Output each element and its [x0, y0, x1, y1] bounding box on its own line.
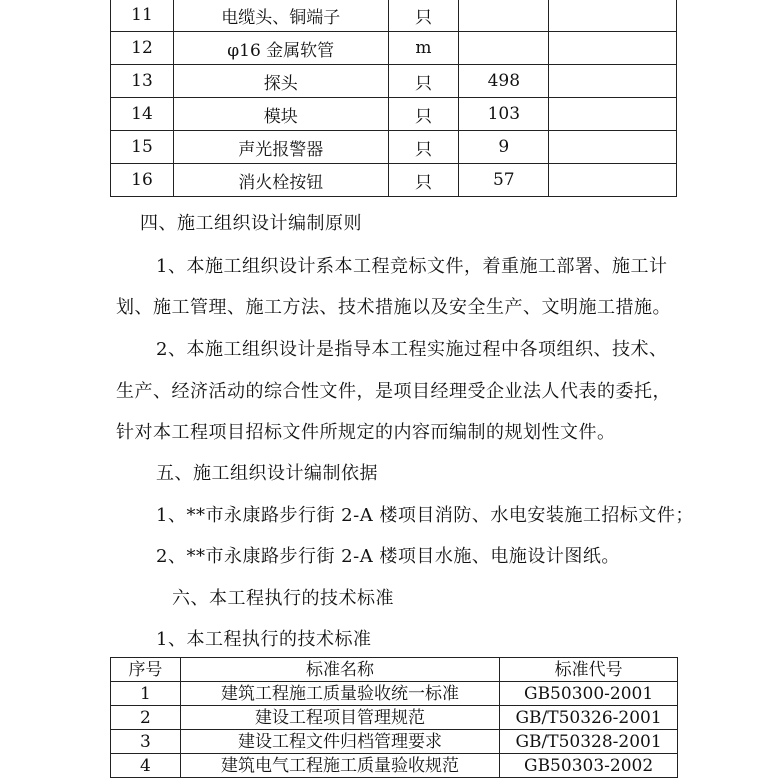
table-row — [111, 754, 678, 778]
table-row — [111, 131, 677, 164]
row-number: 2 — [111, 706, 181, 730]
material-note — [549, 65, 677, 98]
table-row — [111, 706, 678, 730]
paragraph-line: 针对本工程项目招标文件所规定的内容而编制的规划性文件。 — [116, 422, 616, 443]
material-note — [549, 98, 677, 131]
material-name: 声光报警器 — [173, 131, 388, 164]
subheading: 1、本工程执行的技术标准 — [156, 629, 372, 650]
row-number: 11 — [111, 0, 174, 32]
section-heading-5: 五、施工组织设计编制依据 — [156, 463, 378, 484]
material-note — [549, 131, 677, 164]
list-item: 1、**市永康路步行街 2-A 楼项目消防、水电安装施工招标文件； — [156, 505, 694, 526]
column-header-code: 标准代号 — [500, 658, 678, 682]
standard-name: 建设工程项目管理规范 — [180, 706, 499, 730]
column-header-name: 标准名称 — [180, 658, 499, 682]
list-item: 2、**市永康路步行街 2-A 楼项目水施、电施设计图纸。 — [156, 546, 620, 567]
material-name: 探头 — [173, 65, 388, 98]
standard-code: GB/T50328-2001 — [500, 730, 678, 754]
paragraph-line: 划、施工管理、施工方法、技术措施以及安全生产、文明施工措施。 — [116, 297, 671, 318]
table-row — [111, 164, 677, 197]
row-number: 14 — [111, 98, 174, 131]
table-row — [111, 0, 677, 32]
row-number: 15 — [111, 131, 174, 164]
standard-code: GB50303-2002 — [500, 754, 678, 778]
material-unit: 只 — [388, 164, 459, 197]
material-name: 电缆头、铜端子 — [173, 0, 388, 32]
row-number: 13 — [111, 65, 174, 98]
table-row — [111, 730, 678, 754]
standard-name: 建筑电气工程施工质量验收规范 — [180, 754, 499, 778]
paragraph-line: 2、本施工组织设计是指导本工程实施过程中各项组织、技术、 — [156, 339, 668, 360]
table-row — [111, 65, 677, 98]
table-row — [111, 98, 677, 131]
standard-name: 建设工程文件归档管理要求 — [180, 730, 499, 754]
table-row — [111, 32, 677, 65]
column-header-number: 序号 — [111, 658, 181, 682]
paragraph-line: 1、本施工组织设计系本工程竞标文件，着重施工部署、施工计 — [156, 256, 668, 277]
standards-table — [110, 657, 678, 778]
material-unit: 只 — [388, 98, 459, 131]
row-number: 4 — [111, 754, 181, 778]
material-note — [549, 164, 677, 197]
row-number: 1 — [111, 682, 181, 706]
section-heading-6: 六、本工程执行的技术标准 — [172, 588, 394, 609]
material-unit: 只 — [388, 65, 459, 98]
standard-code: GB/T50326-2001 — [500, 706, 678, 730]
paragraph-line: 生产、经济活动的综合性文件，是项目经理受企业法人代表的委托， — [116, 381, 671, 402]
material-unit: 只 — [388, 0, 459, 32]
material-table — [110, 0, 677, 197]
material-qty: 9 — [459, 131, 549, 164]
material-name: 模块 — [173, 98, 388, 131]
material-qty — [459, 32, 549, 65]
row-number: 3 — [111, 730, 181, 754]
standard-code: GB50300-2001 — [500, 682, 678, 706]
standard-name: 建筑工程施工质量验收统一标准 — [180, 682, 499, 706]
material-name: φ16 金属软管 — [173, 32, 388, 65]
material-note — [549, 32, 677, 65]
material-unit: m — [388, 32, 459, 65]
material-qty — [459, 0, 549, 32]
material-qty: 103 — [459, 98, 549, 131]
row-number: 12 — [111, 32, 174, 65]
material-note — [549, 0, 677, 32]
table-row — [111, 682, 678, 706]
material-name: 消火栓按钮 — [173, 164, 388, 197]
material-qty: 57 — [459, 164, 549, 197]
table-header-row — [111, 658, 678, 682]
material-qty: 498 — [459, 65, 549, 98]
material-unit: 只 — [388, 131, 459, 164]
row-number: 16 — [111, 164, 174, 197]
section-heading-4: 四、施工组织设计编制原则 — [140, 213, 362, 234]
